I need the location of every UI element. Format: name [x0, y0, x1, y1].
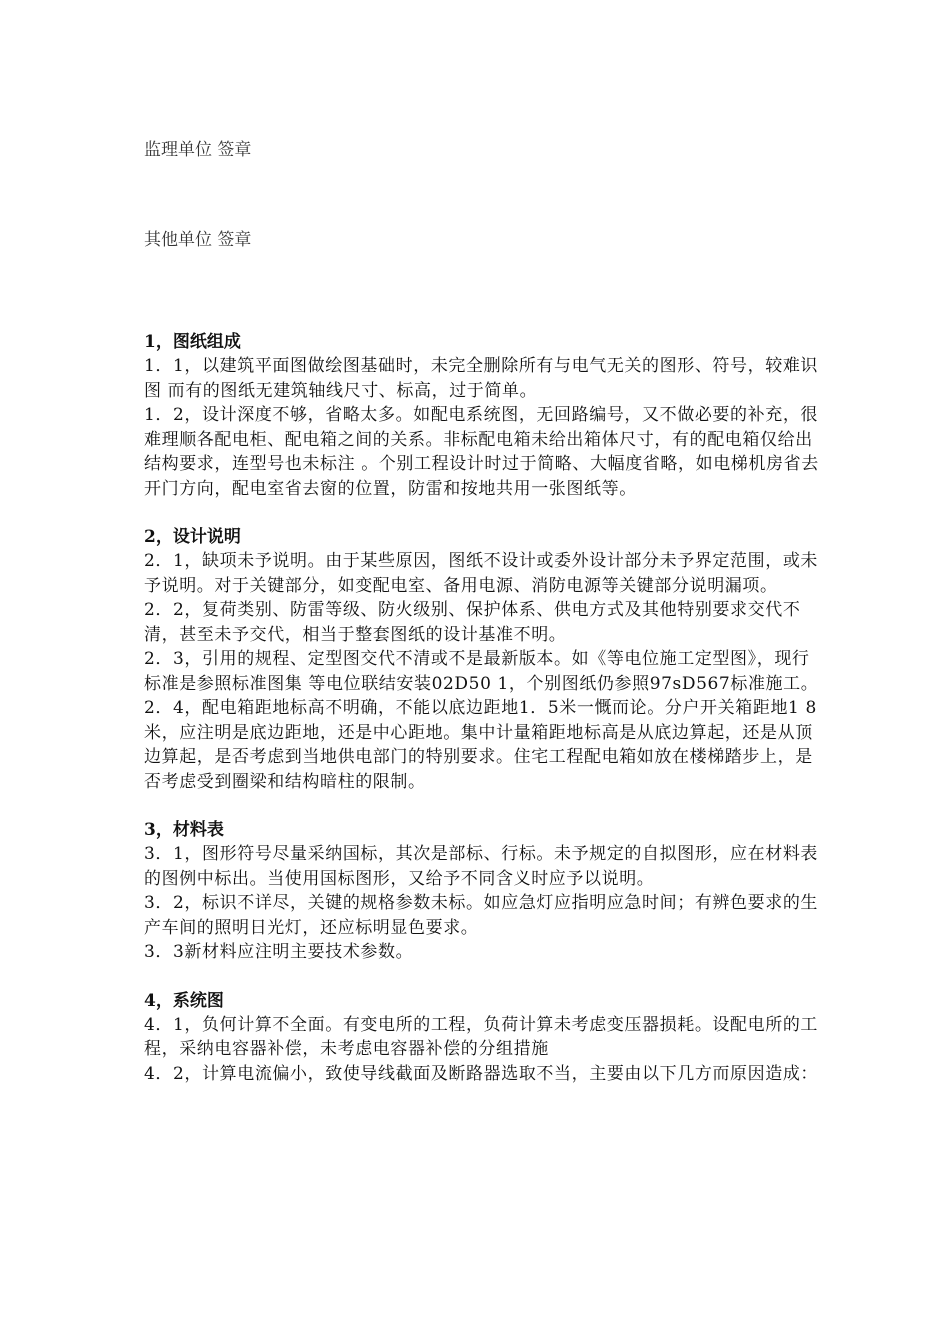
paragraph: 1．1，以建筑平面图做绘图基础时，未完全删除所有与电气无关的图形、符号，较难识图 而有的图纸无建筑轴线尺寸、标高，过于简单。	[144, 356, 819, 401]
paragraph: 2．3，引用的规程、定型图交代不清或不是最新版本。如《等电位施工定型图》，现行标准是参照标准图集 等电位联结安装02D50 1，个别图纸仍参照97sD567标准施工。	[144, 649, 819, 694]
section-design-notes	[144, 525, 824, 794]
section-system-diagram	[144, 989, 824, 1087]
paragraph: 3．2，标识不详尽，关键的规格参数未标。如应急灯应指明应急时间；有辨色要求的生产车间的照明日光灯，还应标明显色要求。	[144, 893, 819, 938]
paragraph: 3．1，图形符号尽量采纳国标，其次是部标、行标。未予规定的自拟图形，应在材料表的图例中标出。当使用国标图形，又给予不同含义时应予以说明。	[144, 844, 819, 889]
section-material-list	[144, 818, 824, 965]
paragraph: 2．2，复荷类别、防雷等级、防火级别、保护体系、供电方式及其他特别要求交代不清，甚至未予交代，相当于整套图纸的设计基准不明。	[144, 600, 801, 645]
section-heading: 1，图纸组成	[144, 332, 241, 352]
section-heading: 4，系统图	[144, 990, 224, 1011]
paragraph: 1．2，设计深度不够，省略太多。如配电系统图，无回路编号，又不做必要的补充，很难理顺各配电柜、配电箱之间的关系。非标配电箱未给出箱体尺寸，有的配电箱仅给出结构要求，连型号也未标注 。个别工程设计时过于简略、大幅度省略，如电梯机房省去开门方向，配电室省去窗的位置，防雷和按地共用一张图纸等。	[144, 405, 819, 499]
paragraph: 3．3新材料应注明主要技术参数。	[144, 942, 414, 962]
other-signature-label: 其他单位 签章	[144, 230, 252, 250]
paragraph: 2．4，配电箱距地标高不明确，不能以底边距地1．5米一慨而论。分户开关箱距地1 8米，应注明是底边距地，还是中心距地。集中计量箱距地标高是从底边算起，还是从顶边算起，是否考虑到当地供电部门的特别要求。住宅工程配电箱如放在楼梯踏步上，是否考虑受到圈梁和结构暗柱的限制。	[144, 698, 817, 792]
document-body	[144, 330, 824, 1110]
paragraph: 4．2，计算电流偏小，致使导线截面及断路器选取不当，主要由以下几方而原因造成：	[144, 1063, 819, 1084]
paragraph: 4．1，负何计算不全面。有变电所的工程，负荷计算未考虑变压器损耗。设配电所的工程，采纳电容器补偿，未考虑电容器补偿的分组措施	[144, 1014, 819, 1059]
section-heading: 3，材料表	[144, 820, 224, 840]
supervisor-signature-label: 监理单位 签章	[144, 140, 252, 160]
paragraph: 2．1，缺项未予说明。由于某些原因，图纸不设计或委外设计部分未予界定范围，或未予说明。对于关键部分，如变配电室、备用电源、消防电源等关键部分说明漏项。	[144, 551, 819, 596]
section-drawing-composition	[144, 330, 824, 501]
section-heading: 2，设计说明	[144, 527, 241, 547]
